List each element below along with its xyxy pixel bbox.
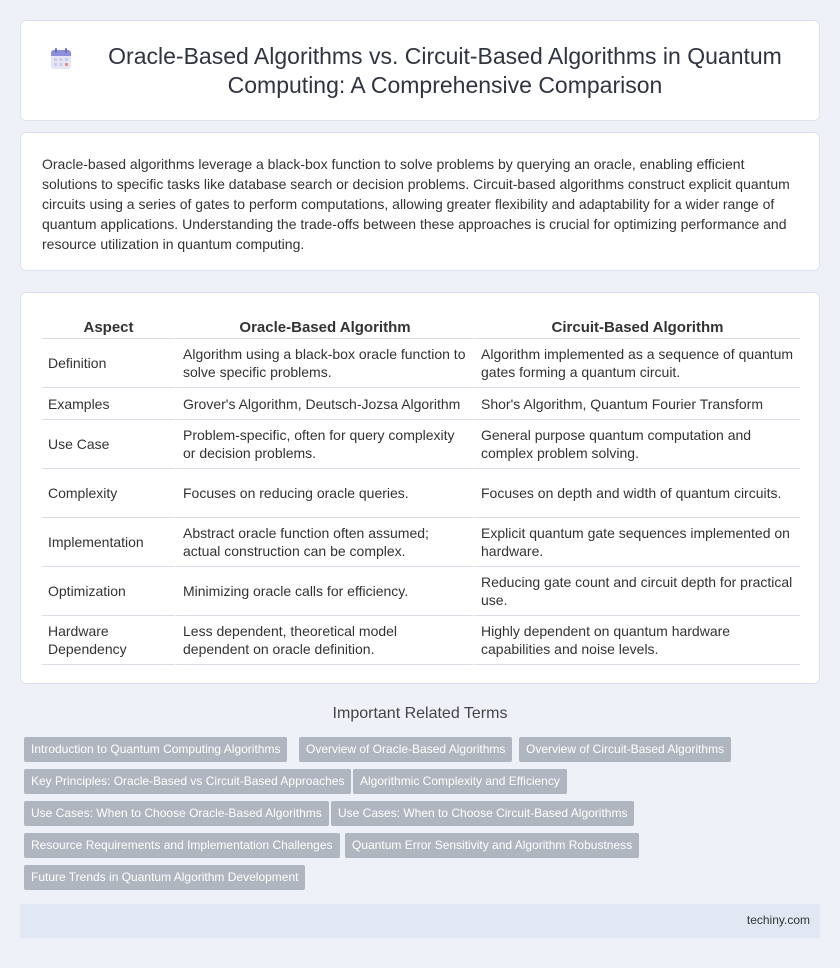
related-term-tag[interactable]: Future Trends in Quantum Algorithm Development <box>24 865 305 890</box>
cell-aspect: Definition <box>42 339 175 388</box>
cell-aspect: Hardware Dependency <box>42 616 175 665</box>
related-term-tag[interactable]: Quantum Error Sensitivity and Algorithm Robustness <box>345 833 639 858</box>
table-row <box>42 567 800 616</box>
cell-aspect: Implementation <box>42 518 175 567</box>
cell-oracle: Focuses on reducing oracle queries. <box>175 469 473 518</box>
table-row <box>42 388 800 420</box>
table-row <box>42 420 800 469</box>
header-oracle: Oracle-Based Algorithm <box>175 315 473 339</box>
title-card <box>20 20 820 121</box>
cell-aspect: Use Case <box>42 420 175 469</box>
cell-oracle: Grover's Algorithm, Deutsch-Jozsa Algorithm <box>175 388 473 420</box>
cell-circuit: Algorithm implemented as a sequence of quantum gates forming a quantum circuit. <box>473 339 800 388</box>
table-row <box>42 518 800 567</box>
cell-aspect: Complexity <box>42 469 175 518</box>
comparison-card <box>20 292 820 684</box>
related-term-tag[interactable]: Algorithmic Complexity and Efficiency <box>353 769 567 794</box>
header-circuit: Circuit-Based Algorithm <box>473 315 800 339</box>
related-term-tag[interactable]: Overview of Circuit-Based Algorithms <box>519 737 731 762</box>
cell-oracle: Less dependent, theoretical model dependent on oracle definition. <box>175 616 473 665</box>
cell-aspect: Optimization <box>42 567 175 616</box>
cell-circuit: Reducing gate count and circuit depth for practical use. <box>473 567 800 616</box>
intro-card <box>20 132 820 271</box>
table-row <box>42 339 800 388</box>
related-term-tag[interactable]: Introduction to Quantum Computing Algorithms <box>24 737 287 762</box>
comparison-table <box>42 315 800 665</box>
related-term-tag[interactable]: Use Cases: When to Choose Oracle-Based Algorithms <box>24 801 329 826</box>
table-row <box>42 616 800 665</box>
related-term-tag[interactable]: Resource Requirements and Implementation Challenges <box>24 833 340 858</box>
cell-oracle: Abstract oracle function often assumed; actual construction can be complex. <box>175 518 473 567</box>
cell-aspect: Examples <box>42 388 175 420</box>
cell-circuit: General purpose quantum computation and complex problem solving. <box>473 420 800 469</box>
related-term-tag[interactable]: Key Principles: Oracle-Based vs Circuit-Based Approaches <box>24 769 351 794</box>
cell-circuit: Highly dependent on quantum hardware capabilities and noise levels. <box>473 616 800 665</box>
related-term-tag[interactable]: Use Cases: When to Choose Circuit-Based Algorithms <box>331 801 634 826</box>
table-row <box>42 469 800 518</box>
header-aspect: Aspect <box>42 315 175 339</box>
page-title: Oracle-Based Algorithms vs. Circuit-Based Algorithms in Quantum Computing: A Comprehensive Comparison <box>108 43 782 98</box>
cell-oracle: Minimizing oracle calls for efficiency. <box>175 567 473 616</box>
cell-oracle: Algorithm using a black-box oracle function to solve specific problems. <box>175 339 473 388</box>
footer <box>20 904 820 938</box>
related-terms-heading: Important Related Terms <box>332 705 508 722</box>
intro-paragraph: Oracle-based algorithms leverage a black-box function to solve problems by querying an oracle, enabling efficient solutions to specific tasks like database search or decision problems. Circuit-based algorithms construct explicit quantum circuits using a series of gates to perform computations, allowing greater flexibility and adaptability for a wider range of quantum applications. Understanding the trade-offs between these approaches is crucial for optimizing performance and resource utilization in quantum computing. <box>42 156 790 252</box>
cell-circuit: Shor's Algorithm, Quantum Fourier Transform <box>473 388 800 420</box>
related-term-tag[interactable]: Overview of Oracle-Based Algorithms <box>299 737 512 762</box>
cell-oracle: Problem-specific, often for query complexity or decision problems. <box>175 420 473 469</box>
table-header-row <box>42 315 800 339</box>
site-name[interactable]: techiny.com <box>746 913 810 927</box>
cell-circuit: Explicit quantum gate sequences implemented on hardware. <box>473 518 800 567</box>
cell-circuit: Focuses on depth and width of quantum circuits. <box>473 469 800 518</box>
